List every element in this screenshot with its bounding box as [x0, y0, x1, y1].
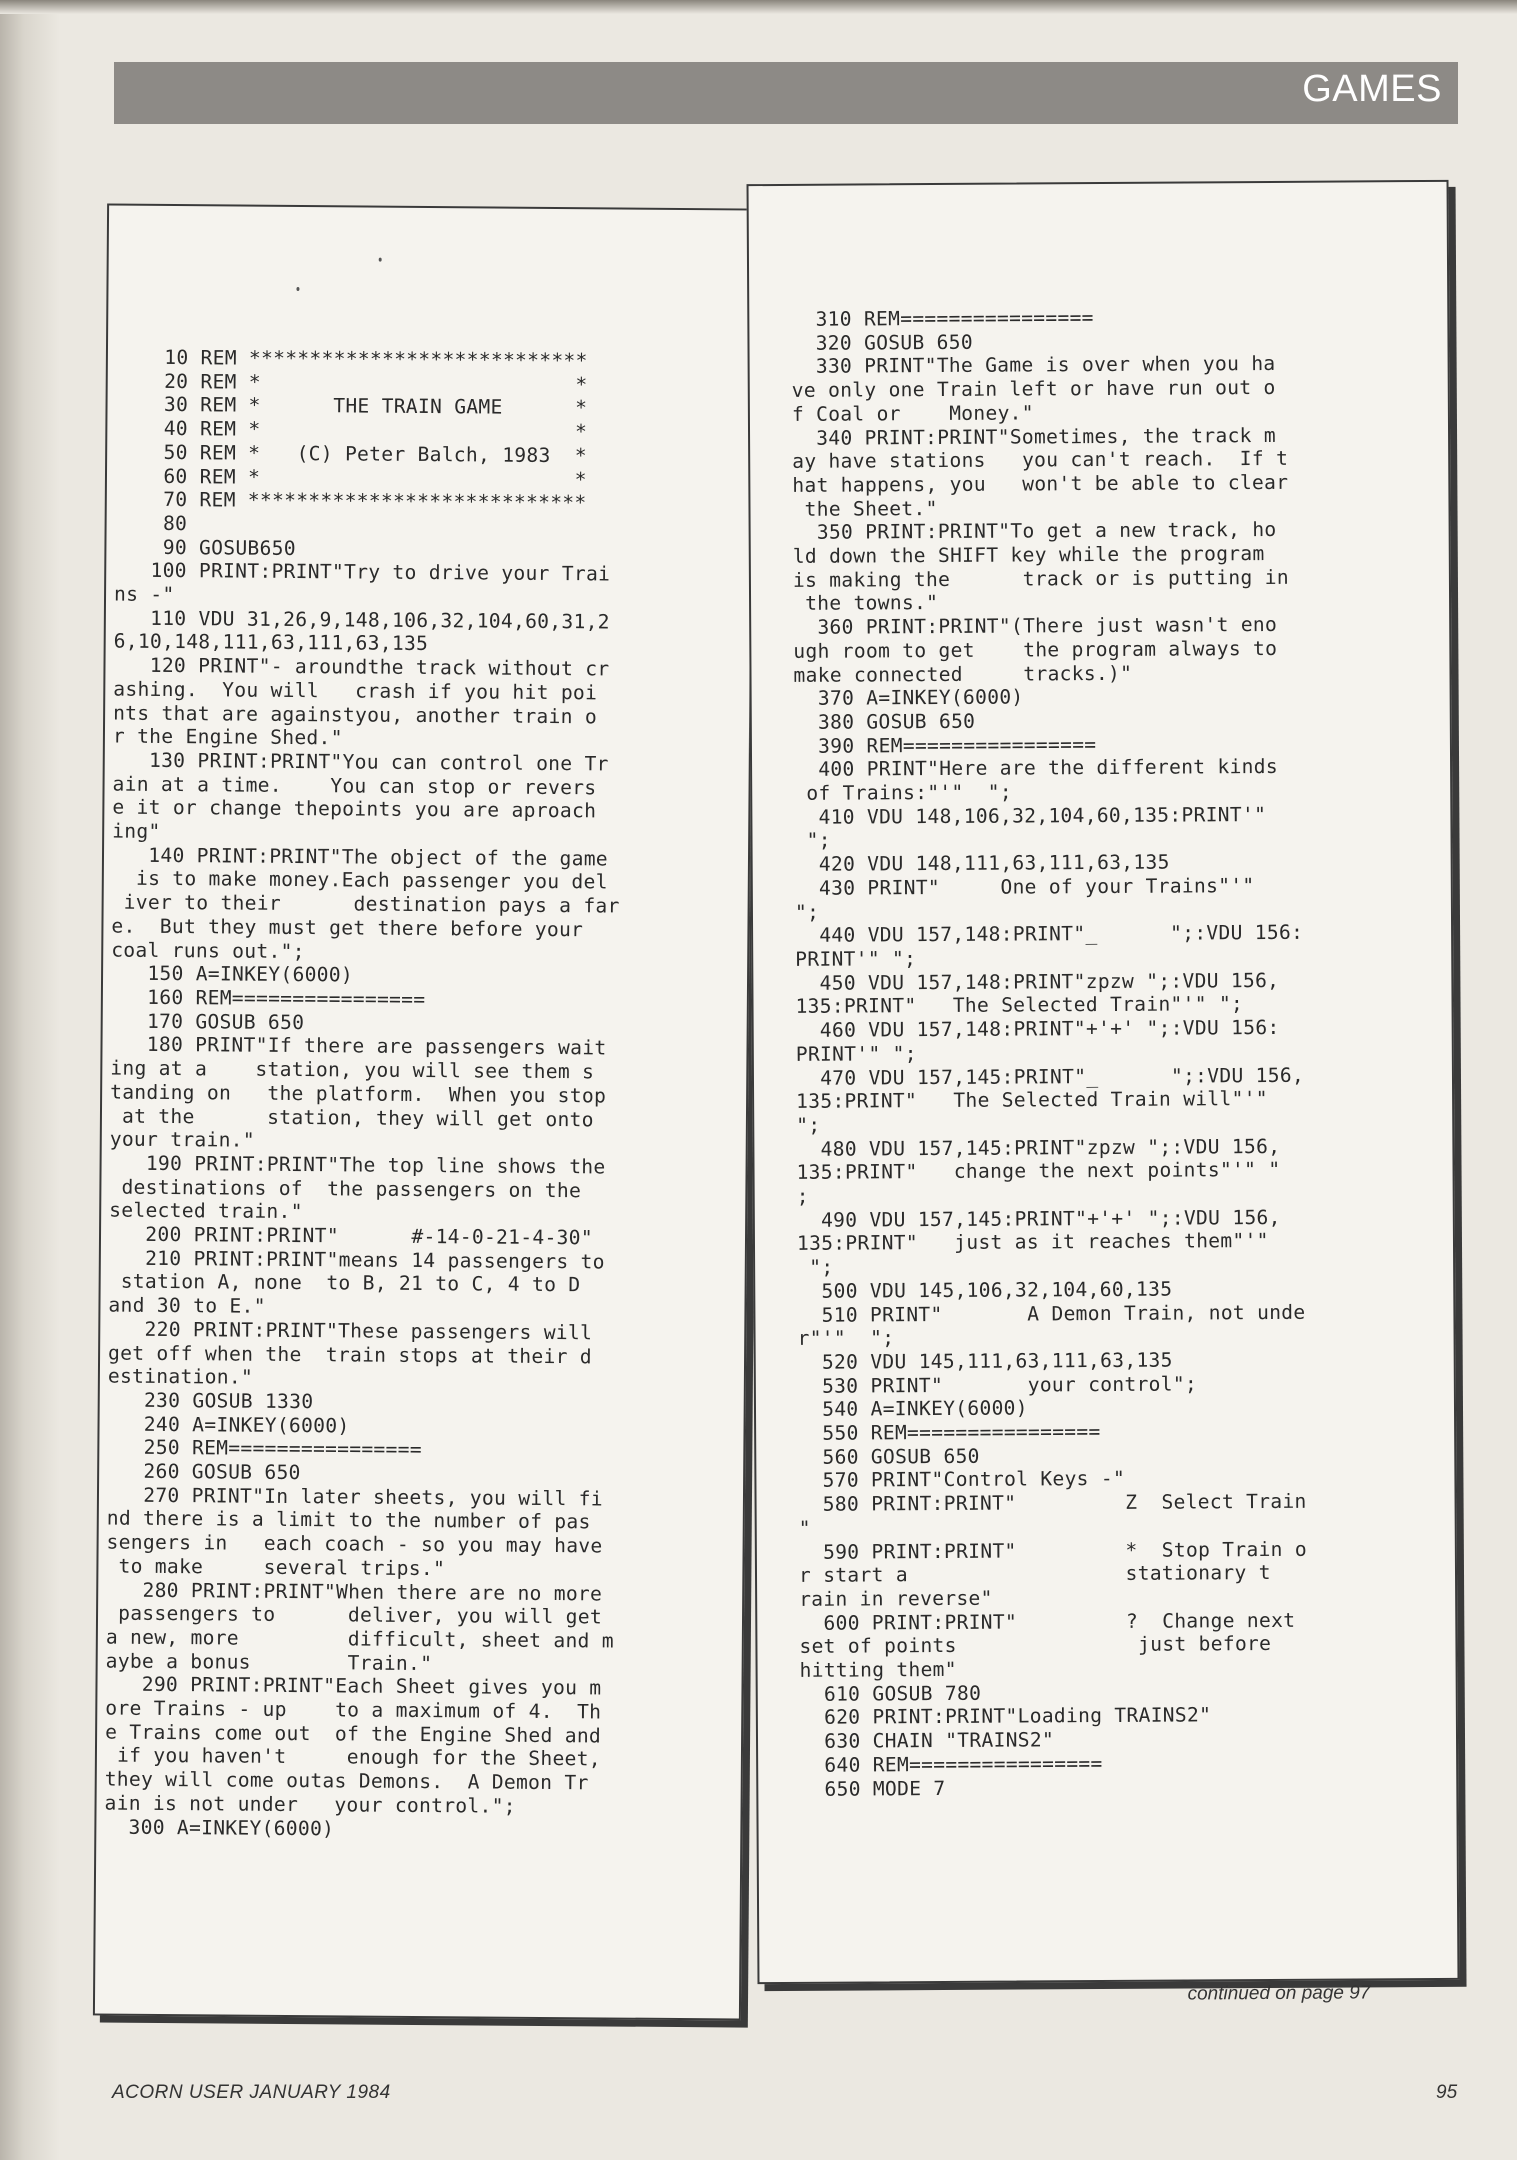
code-line: 80	[114, 511, 188, 536]
code-line: hat happens, you won't be able to clear	[792, 470, 1289, 497]
code-line: 20 REM * *	[115, 369, 588, 396]
listing-panel-left	[93, 203, 755, 2020]
code-line: 135:PRINT" The Selected Train will"'"	[796, 1087, 1268, 1114]
code-line: 440 VDU 157,148:PRINT"_ ";:VDU 156:	[795, 921, 1304, 948]
code-line: 480 VDU 157,145:PRINT"zpzw ";:VDU 156,	[796, 1134, 1281, 1161]
code-line: ing"	[112, 819, 161, 843]
code-line: 280 PRINT:PRINT"When there are no more	[106, 1578, 603, 1605]
code-line: 120 PRINT"- aroundthe track without cr	[113, 653, 610, 681]
code-line: tanding on the platform. When you stop	[110, 1080, 607, 1108]
code-line: ugh room to get the program always to	[793, 636, 1278, 663]
code-line: hitting them"	[799, 1657, 957, 1682]
code-line: 170 GOSUB 650	[110, 1009, 305, 1034]
section-banner	[114, 62, 1458, 124]
code-line: r the Engine Shed."	[112, 724, 343, 750]
code-line: the Sheet."	[792, 496, 938, 521]
code-line: aybe a bonus Train."	[105, 1649, 433, 1675]
code-line: rain in reverse"	[799, 1586, 993, 1611]
code-line: passengers to deliver, you will get	[105, 1601, 603, 1629]
code-line: 60 REM * *	[114, 464, 587, 491]
code-line: ld down the SHIFT key while the program	[792, 542, 1265, 568]
code-line: a new, more difficult, sheet and m	[105, 1625, 615, 1653]
code-line: ashing. You will crash if you hit poi	[113, 677, 598, 705]
code-line: PRINT'" ";	[795, 1041, 917, 1066]
code-line: 230 GOSUB 1330	[107, 1388, 314, 1414]
code-line: nd there is a limit to the number of pas	[106, 1506, 591, 1534]
code-line: 135:PRINT" just as it reaches them"'"	[796, 1229, 1269, 1256]
code-line: 410 VDU 148,106,32,104,60,135:PRINT'"	[794, 802, 1267, 829]
code-line: is making the track or is putting in	[792, 565, 1289, 592]
code-line: 360 PRINT:PRINT"(There just wasn't eno	[793, 613, 1278, 640]
code-line: 270 PRINT"In later sheets, you will fi	[106, 1483, 604, 1511]
footer-publication: ACORN USER JANUARY 1984	[112, 2082, 391, 2103]
code-line: get off when the train stops at their d	[108, 1341, 593, 1368]
code-line: 135:PRINT" change the next points"'" "	[796, 1158, 1281, 1185]
page-spine-shadow	[0, 0, 60, 2160]
code-line: e. But they must get there before your	[111, 914, 584, 942]
code-line: 100 PRINT:PRINT"Try to drive your Trai	[114, 558, 611, 586]
code-line: estination."	[107, 1364, 254, 1389]
code-line: selected train."	[109, 1198, 303, 1224]
code-line: your train."	[109, 1127, 256, 1152]
code-line: 370 A=INKEY(6000)	[793, 685, 1024, 711]
code-line: e Trains come out of the Engine Shed and	[105, 1720, 602, 1748]
code-line: 135:PRINT" The Selected Train"'" ";	[795, 992, 1244, 1019]
code-line: PRINT'" ";	[795, 947, 917, 971]
code-line: 290 PRINT:PRINT"Each Sheet gives you m	[105, 1672, 602, 1700]
code-line: 460 VDU 157,148:PRINT"+'+' ";:VDU 156:	[795, 1016, 1280, 1042]
code-line: make connected tracks.)"	[793, 661, 1133, 687]
code-line: 530 PRINT" your control";	[797, 1372, 1198, 1398]
code-line: 50 REM * (C) Peter Balch, 1983 *	[115, 440, 588, 468]
code-line: 140 PRINT:PRINT"The object of the game	[111, 843, 609, 871]
code-line: 630 CHAIN "TRAINS2"	[799, 1728, 1055, 1754]
code-line: ay have stations you can't reach. If t	[792, 447, 1289, 474]
code-line: 420 VDU 148,111,63,111,63,135	[794, 850, 1170, 877]
code-line: 30 REM * THE TRAIN GAME *	[115, 392, 588, 420]
code-line: 520 VDU 145,111,63,111,63,135	[797, 1348, 1173, 1374]
code-line: ain is not under your control.";	[104, 1791, 516, 1818]
code-line: 610 GOSUB 780	[799, 1681, 982, 1706]
code-line: 650 MODE 7	[800, 1776, 946, 1801]
code-line: f Coal or Money."	[791, 401, 1034, 426]
code-line: 400 PRINT"Here are the different kinds	[794, 755, 1279, 782]
code-line: at the station, they will get onto	[109, 1104, 594, 1131]
code-line: ;	[796, 1184, 809, 1208]
code-line: coal runs out.";	[111, 938, 305, 963]
code-line: of Trains:"'" ";	[794, 780, 1013, 805]
code-line: and 30 to E."	[108, 1293, 266, 1318]
code-line: ns -"	[113, 582, 175, 607]
code-line: 320 GOSUB 650	[791, 330, 974, 355]
code-line: 70 REM ****************************	[114, 487, 587, 515]
code-line: 210 PRINT:PRINT"means 14 passengers to	[108, 1246, 605, 1274]
code-line: 470 VDU 157,145:PRINT"_ ";:VDU 156,	[795, 1063, 1305, 1090]
code-line: r"'" ";	[797, 1326, 895, 1351]
code-line: 430 PRINT" One of your Trains"'"	[794, 873, 1255, 900]
print-speck	[296, 287, 299, 291]
code-line: 570 PRINT"Control Keys -"	[798, 1467, 1126, 1493]
code-line: 340 PRINT:PRINT"Sometimes, the track m	[791, 423, 1276, 450]
code-line: 620 PRINT:PRINT"Loading TRAINS2"	[799, 1703, 1212, 1730]
code-line: 550 REM================	[798, 1420, 1101, 1445]
code-line: ";	[794, 829, 831, 853]
code-line: 560 GOSUB 650	[798, 1444, 980, 1469]
code-line: 160 REM================	[110, 985, 426, 1011]
code-line: "	[798, 1516, 811, 1540]
code-line: 260 GOSUB 650	[107, 1459, 301, 1485]
code-line: 350 PRINT:PRINT"To get a new track, ho	[792, 518, 1277, 545]
code-line: 250 REM================	[107, 1435, 422, 1462]
code-line: 500 VDU 145,106,32,104,60,135	[797, 1277, 1173, 1303]
code-line: 590 PRINT:PRINT" * Stop Train o	[798, 1537, 1307, 1564]
code-line: 180 PRINT"If there are passengers wait	[110, 1032, 607, 1060]
code-line: 540 A=INKEY(6000)	[797, 1396, 1028, 1422]
code-line: 130 PRINT:PRINT"You can control one Tr	[112, 748, 609, 776]
code-line: 220 PRINT:PRINT"These passengers will	[108, 1317, 593, 1345]
code-line: they will come outas Demons. A Demon Tr	[104, 1767, 589, 1795]
code-line: 390 REM================	[793, 732, 1097, 758]
code-line: 510 PRINT" A Demon Train, not unde	[797, 1300, 1306, 1327]
code-line: ";	[796, 1113, 821, 1137]
code-line: ore Trains - up to a maximum of 4. Th	[105, 1696, 602, 1724]
code-line: nts that are againstyou, another train o	[113, 701, 598, 728]
code-line: 6,10,148,111,63,111,63,135	[113, 629, 429, 656]
code-line: 200 PRINT:PRINT" #-14-0-21-4-30"	[108, 1222, 593, 1250]
code-line: ";	[797, 1255, 834, 1279]
code-line: ing at a station, you will see them s	[110, 1056, 595, 1084]
code-line: 310 REM================	[791, 306, 1094, 331]
code-line: 600 PRINT:PRINT" ? Change next	[799, 1608, 1296, 1635]
code-line: 10 REM ****************************	[115, 345, 588, 373]
print-speck	[379, 258, 382, 262]
code-line: 240 A=INKEY(6000)	[107, 1412, 350, 1438]
code-line: 580 PRINT:PRINT" Z Select Train	[798, 1489, 1307, 1517]
code-line: if you haven't enough for the Sheet,	[104, 1743, 601, 1771]
code-line: 330 PRINT"The Game is over when you ha	[791, 352, 1276, 379]
code-line: 640 REM================	[800, 1751, 1103, 1777]
code-line: ";	[794, 900, 820, 924]
code-line: 450 VDU 157,148:PRINT"zpzw ";:VDU 156,	[795, 968, 1280, 995]
code-line: 150 A=INKEY(6000)	[110, 961, 354, 987]
code-line: 300 A=INKEY(6000)	[104, 1815, 335, 1840]
code-line: 110 VDU 31,26,9,148,106,32,104,60,31,2	[113, 606, 610, 634]
code-line: is to make money.Each passenger you del	[111, 867, 608, 894]
code-line: r start a stationary t	[798, 1561, 1271, 1588]
code-line: ain at a time. You can stop or revers	[112, 772, 597, 799]
code-line: set of points just before	[799, 1632, 1272, 1659]
code-line: 190 PRINT:PRINT"The top line shows the	[109, 1151, 606, 1179]
continued-note: continued on page 97	[1187, 1982, 1371, 2005]
code-line: 490 VDU 157,145:PRINT"+'+' ";:VDU 156,	[796, 1205, 1281, 1232]
code-line: destinations of the passengers on the	[109, 1175, 582, 1202]
code-line: the towns."	[793, 591, 939, 616]
footer-page-number: 95	[1436, 2082, 1458, 2103]
code-line: ve only one Train left or have run out o	[791, 376, 1276, 402]
code-line: e it or change thepoints you are aproach	[112, 795, 597, 823]
code-line: station A, none to B, 21 to C, 4 to D	[108, 1269, 581, 1297]
code-line: to make several trips."	[106, 1554, 446, 1581]
code-line: sengers in each coach - so you may have	[106, 1530, 603, 1558]
code-line: 40 REM * *	[115, 416, 588, 444]
program-listing-right	[791, 305, 1308, 1801]
section-title: GAMES	[1302, 68, 1442, 110]
listing-panel-right	[747, 180, 1460, 2005]
code-line: 380 GOSUB 650	[793, 709, 976, 734]
program-listing-left	[104, 346, 624, 1843]
code-line: 90 GOSUB650	[114, 535, 296, 560]
page-top-shadow	[0, 0, 1517, 14]
code-line: iver to their destination pays a far	[111, 890, 620, 918]
